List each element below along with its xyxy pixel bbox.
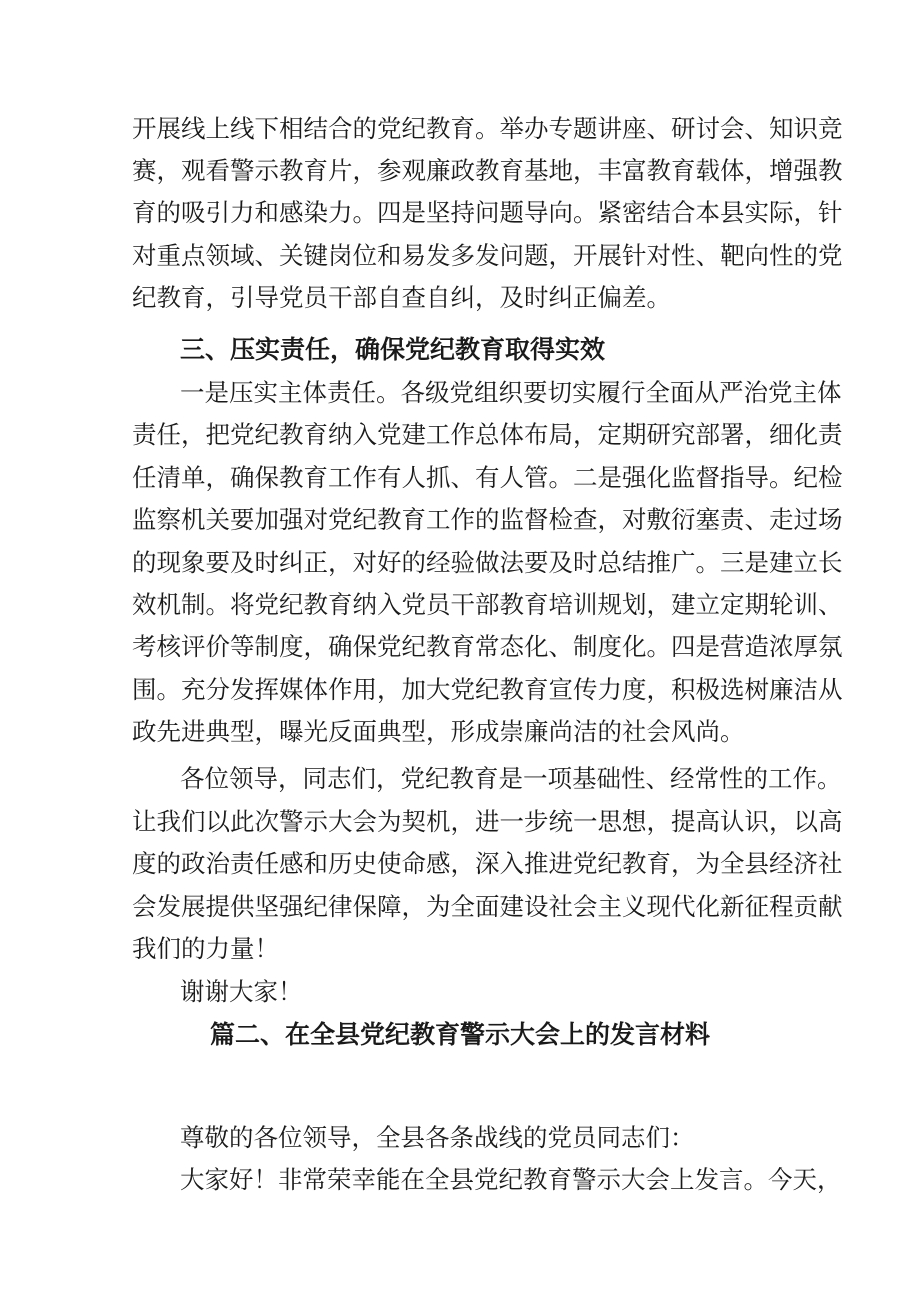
salutation-line: 尊敬的各位领导，全县各条战线的党员同志们： bbox=[180, 1123, 695, 1152]
paragraph-line: 责任，把党纪教育纳入党建工作总体布局，定期研究部署，细化责 bbox=[132, 420, 843, 449]
paragraph-line: 对重点领域、关键岗位和易发多发问题，开展针对性、靶向性的党 bbox=[132, 241, 843, 270]
paragraph-line: 围。充分发挥媒体作用，加大党纪教育宣传力度，积极选树廉洁从 bbox=[132, 675, 843, 704]
paragraph-line: 监察机关要加强对党纪教育工作的监督检查，对敷衍塞责、走过场 bbox=[132, 505, 843, 534]
paragraph-line: 考核评价等制度，确保党纪教育常态化、制度化。四是营造浓厚氛 bbox=[132, 632, 843, 661]
paragraph-line: 我们的力量！ bbox=[132, 934, 279, 963]
paragraph-line: 育的吸引力和感染力。四是坚持问题导向。紧密结合本县实际，针 bbox=[132, 198, 843, 227]
paragraph-line: 会发展提供坚强纪律保障，为全面建设社会主义现代化新征程贡献 bbox=[132, 892, 843, 921]
paragraph-line: 让我们以此次警示大会为契机，进一步统一思想，提高认识，以高 bbox=[132, 807, 843, 836]
thanks-line: 谢谢大家！ bbox=[180, 977, 303, 1006]
part-title: 篇二、在全县党纪教育警示大会上的发言材料 bbox=[209, 1020, 710, 1049]
paragraph-line: 度的政治责任感和历史使命感，深入推进党纪教育，为全县经济社 bbox=[132, 849, 843, 878]
paragraph-line: 大家好！非常荣幸能在全县党纪教育警示大会上发言。今天， bbox=[180, 1165, 842, 1194]
paragraph-line: 政先进典型，曝光反面典型，形成崇廉尚洁的社会风尚。 bbox=[132, 717, 745, 746]
paragraph-line: 纪教育，引导党员干部自查自纠，及时纠正偏差。 bbox=[132, 283, 671, 312]
paragraph-line: 任清单，确保教育工作有人抓、有人管。二是强化监督指导。纪检 bbox=[132, 463, 843, 492]
section-heading: 三、压实责任，确保党纪教育取得实效 bbox=[180, 335, 606, 364]
paragraph-line: 各位领导，同志们，党纪教育是一项基础性、经常性的工作。 bbox=[180, 764, 842, 793]
paragraph-line: 一是压实主体责任。各级党组织要切实履行全面从严治党主体 bbox=[180, 378, 842, 407]
paragraph-line: 开展线上线下相结合的党纪教育。举办专题讲座、研讨会、知识竞 bbox=[132, 114, 843, 143]
paragraph-line: 效机制。将党纪教育纳入党员干部教育培训规划，建立定期轮训、 bbox=[132, 590, 843, 619]
paragraph-line: 赛，观看警示教育片，参观廉政教育基地，丰富教育载体，增强教 bbox=[132, 156, 843, 185]
paragraph-line: 的现象要及时纠正，对好的经验做法要及时总结推广。三是建立长 bbox=[132, 548, 843, 577]
